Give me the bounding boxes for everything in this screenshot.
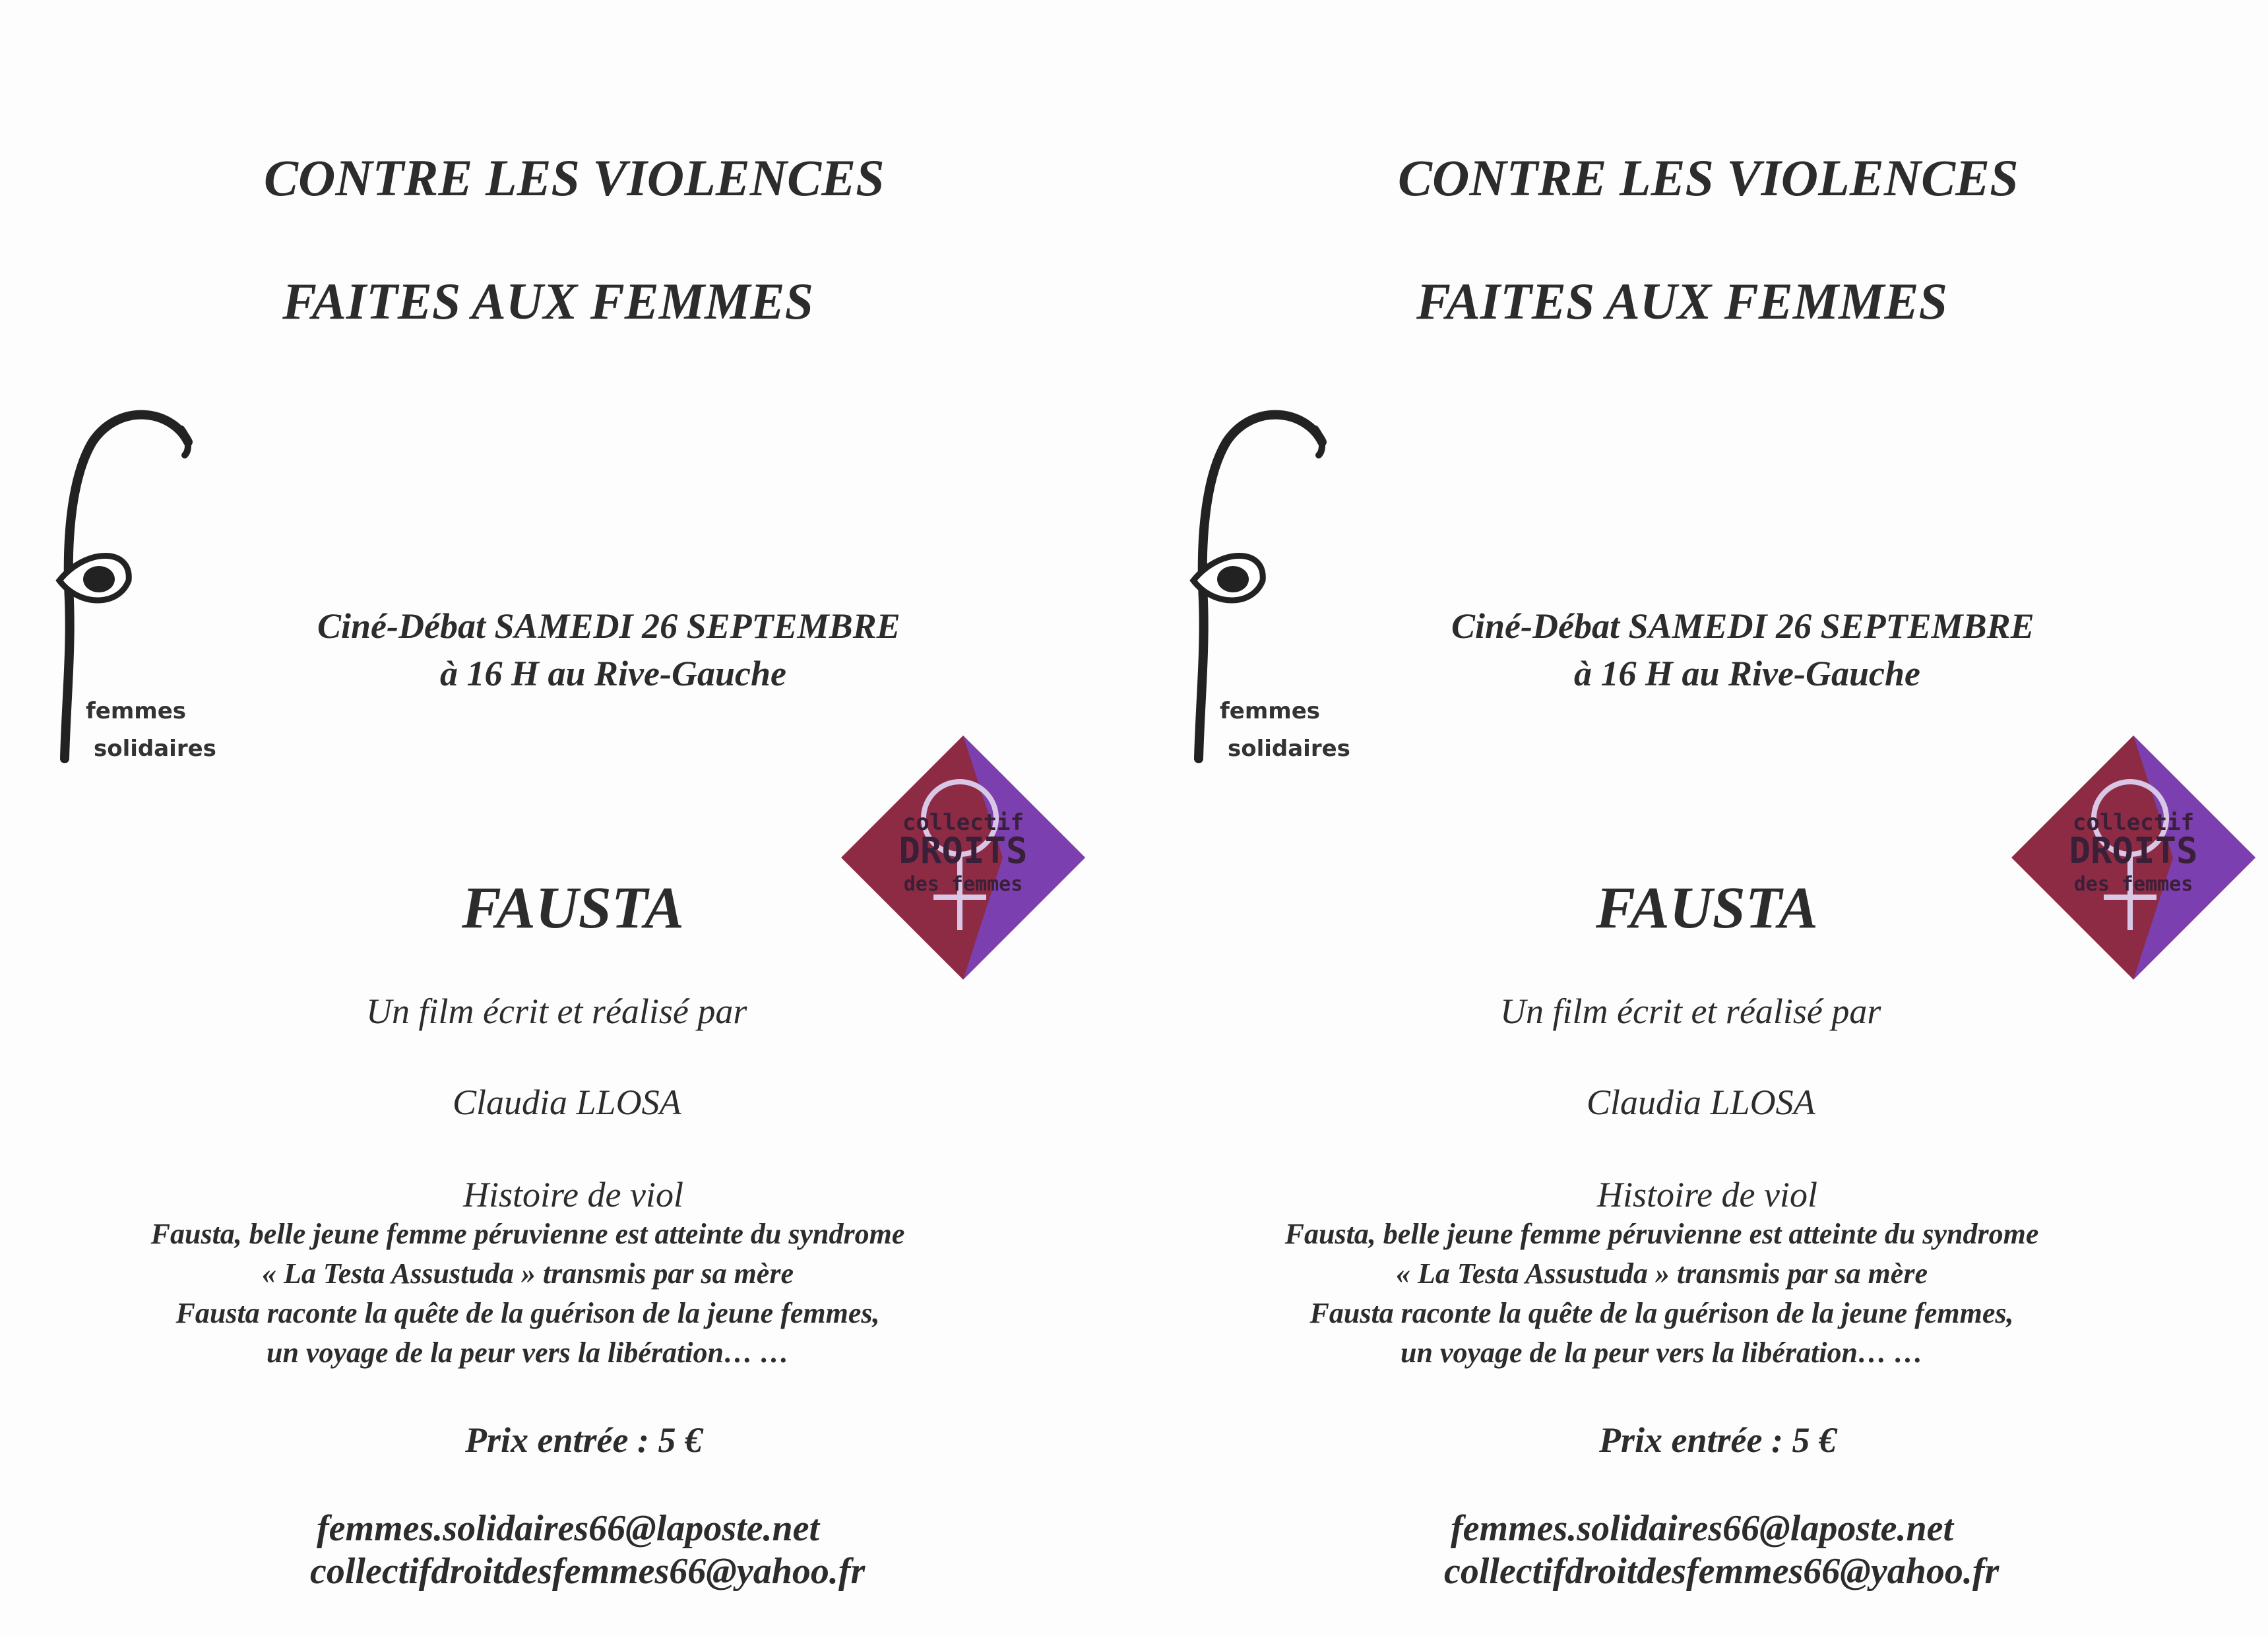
film-byline: Un film écrit et réalisé par <box>1500 991 1881 1031</box>
collectif-line2: DROITS <box>898 830 1028 871</box>
film-title: FAUSTA <box>1596 875 1818 941</box>
event-date: Ciné-Débat SAMEDI 26 SEPTEMBRE <box>1451 606 2034 646</box>
entry-price: Prix entrée : 5 € <box>1599 1420 1837 1460</box>
event-date: Ciné-Débat SAMEDI 26 SEPTEMBRE <box>317 606 900 646</box>
synopsis-line: Fausta raconte la quête de la guérison de la jeune femmes, <box>175 1297 880 1329</box>
event-place: à 16 H au Rive-Gauche <box>1574 654 1920 693</box>
collectif-line2: DROITS <box>2069 830 2198 871</box>
email-collectif: collectifdroitdesfemmes66@yahoo.fr <box>310 1551 866 1592</box>
femmes-solidaires-line1: femmes <box>86 698 187 724</box>
film-title: FAUSTA <box>462 875 684 941</box>
title-line1: CONTRE LES VIOLENCES <box>264 149 885 206</box>
synopsis-line: Fausta, belle jeune femme péruvienne est atteinte du syndrome <box>1284 1218 2039 1250</box>
synopsis-line: Fausta, belle jeune femme péruvienne est atteinte du syndrome <box>150 1218 905 1250</box>
synopsis-line: « La Testa Assustuda » transmis par sa mère <box>261 1257 794 1290</box>
film-genre: Histoire de viol <box>463 1175 683 1214</box>
email-femmes-solidaires: femmes.solidaires66@laposte.net <box>317 1508 820 1549</box>
film-director: Claudia LLOSA <box>453 1083 681 1122</box>
collectif-line1: collectif <box>2072 809 2195 836</box>
title-line2: FAITES AUX FEMMES <box>282 272 813 330</box>
femmes-solidaires-line2: solidaires <box>1228 736 1350 762</box>
email-collectif: collectifdroitdesfemmes66@yahoo.fr <box>1444 1551 2000 1592</box>
collectif-line3: des femmes <box>2073 873 2193 896</box>
collectif-line3: des femmes <box>903 873 1023 896</box>
flyer-right <box>1134 0 2268 1636</box>
film-byline: Un film écrit et réalisé par <box>366 991 747 1031</box>
email-femmes-solidaires: femmes.solidaires66@laposte.net <box>1451 1508 1954 1549</box>
film-genre: Histoire de viol <box>1597 1175 1817 1214</box>
synopsis-line: un voyage de la peur vers la libération… … <box>1401 1337 1923 1369</box>
femmes-solidaires-line2: solidaires <box>94 736 216 762</box>
synopsis-line: Fausta raconte la quête de la guérison de la jeune femmes, <box>1309 1297 2014 1329</box>
collectif-line1: collectif <box>902 809 1024 836</box>
title-line2: FAITES AUX FEMMES <box>1416 272 1947 330</box>
synopsis-line: « La Testa Assustuda » transmis par sa mère <box>1395 1257 1928 1290</box>
collectif-droits-logo <box>838 732 1088 983</box>
event-place: à 16 H au Rive-Gauche <box>440 654 786 693</box>
collectif-droits-logo <box>2008 732 2259 983</box>
film-director: Claudia LLOSA <box>1587 1083 1815 1122</box>
title-line1: CONTRE LES VIOLENCES <box>1398 149 2019 206</box>
entry-price: Prix entrée : 5 € <box>465 1420 703 1460</box>
synopsis-line: un voyage de la peur vers la libération… … <box>267 1337 789 1369</box>
femmes-solidaires-line1: femmes <box>1220 698 1321 724</box>
